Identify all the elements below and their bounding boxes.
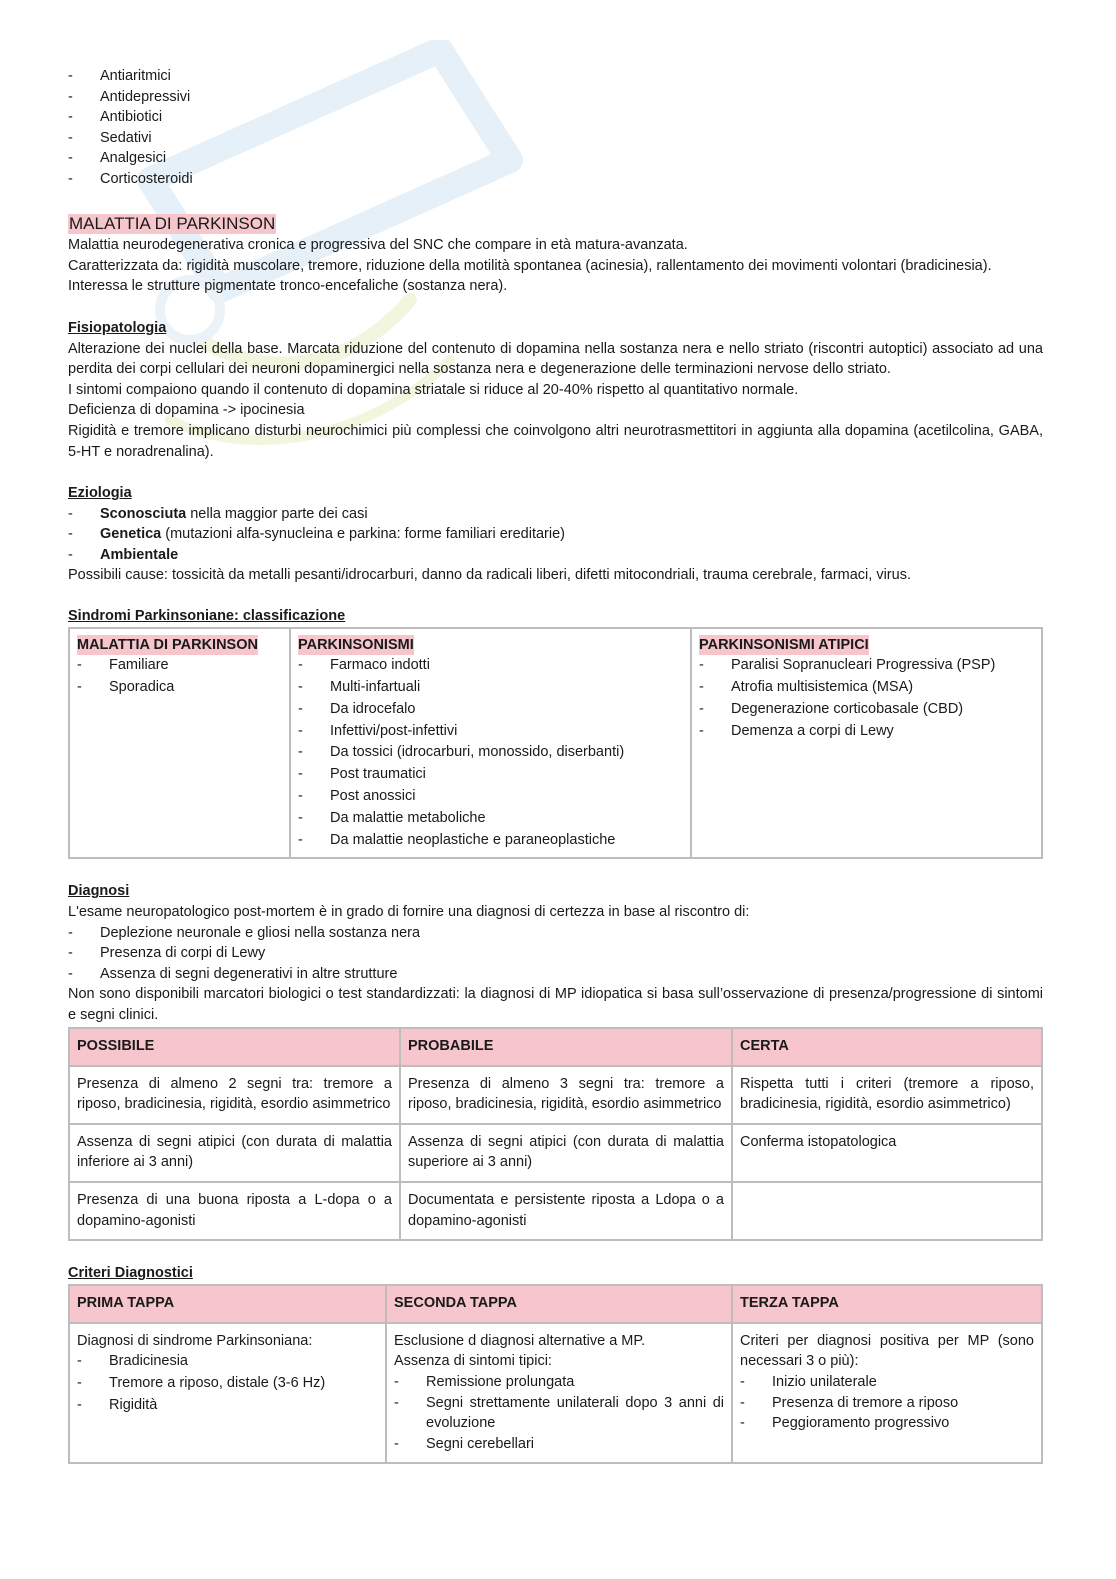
list-item: - Da idrocefalo bbox=[298, 699, 684, 721]
list-item: - Da malattie metaboliche bbox=[298, 808, 684, 830]
list-item: - Ambientale bbox=[68, 545, 1043, 566]
list-item: - Presenza di corpi di Lewy bbox=[68, 943, 1043, 964]
document-page bbox=[68, 66, 1043, 1464]
list-item: - Peggioramento progressivo bbox=[740, 1413, 1034, 1434]
table-cell bbox=[69, 1323, 386, 1464]
column-header: PROBABILE bbox=[400, 1028, 732, 1066]
column-title: PARKINSONISMI bbox=[298, 635, 414, 656]
table-cell: Presenza di almeno 3 segni tra: tremore a riposo, bradicinesia, rigidità, esordio asimmetrico bbox=[400, 1066, 732, 1124]
list bbox=[77, 655, 283, 699]
list-item: - Inizio unilaterale bbox=[740, 1372, 1034, 1393]
list-item: - Sconosciuta nella maggior parte dei casi bbox=[68, 504, 1043, 525]
list-item: - Sporadica bbox=[77, 677, 283, 699]
list-item: - Demenza a corpi di Lewy bbox=[699, 721, 1035, 743]
list-item: - Paralisi Sopranucleari Progressiva (PSP) bbox=[699, 655, 1035, 677]
intro-paragraph: Caratterizzata da: rigidità muscolare, tremore, riduzione della motilità spontanea (acinesia), rallentamento dei movimenti volontari (bradicinesia). bbox=[68, 257, 992, 274]
list-item: - Genetica (mutazioni alfa-synucleina e parkina: forme familiari ereditarie) bbox=[68, 524, 1043, 545]
list-item: - Tremore a riposo, distale (3-6 Hz) bbox=[77, 1373, 378, 1395]
table-row bbox=[69, 1124, 1042, 1182]
heading-classificazione: Sindromi Parkinsoniane: classificazione bbox=[68, 608, 346, 625]
list-item: - Antidepressivi bbox=[68, 87, 1043, 108]
paragraph: I sintomi compaiono quando il contenuto di dopamina striatale si riduce al 20-40% rispetto al quantitativo normale. bbox=[68, 381, 799, 398]
list bbox=[740, 1372, 1034, 1434]
list-item: - Assenza di segni degenerativi in altre strutture bbox=[68, 964, 1043, 985]
list-item: - Antiaritmici bbox=[68, 66, 1043, 87]
table-cell: Rispetta tutti i criteri (tremore a riposo, bradicinesia, rigidità, esordio asimmetrico) bbox=[732, 1066, 1042, 1124]
table-cell bbox=[691, 628, 1042, 859]
list-item: - Infettivi/post-infettivi bbox=[298, 721, 684, 743]
table-cell: Assenza di segni atipici (con durata di malattia superiore ai 3 anni) bbox=[400, 1124, 732, 1182]
cell-intro: Esclusione d diagnosi alternative a MP. bbox=[394, 1332, 646, 1349]
intro-paragraph: Interessa le strutture pigmentate tronco-encefaliche (sostanza nera). bbox=[68, 278, 508, 295]
table-cell bbox=[732, 1182, 1042, 1240]
list-item: - Da tossici (idrocarburi, monossido, diserbanti) bbox=[298, 742, 684, 764]
paragraph: Rigidità e tremore implicano disturbi neurochimici più complessi che coinvolgono altri neurotrasmettitori in aggiunta alla dopamina (acetilcolina, GABA, 5-HT e noradrenalina). bbox=[68, 422, 1043, 460]
list-item: - Corticosteroidi bbox=[68, 169, 1043, 190]
table-cell: Assenza di segni atipici (con durata di malattia inferiore ai 3 anni) bbox=[69, 1124, 400, 1182]
cell-intro: Criteri per diagnosi positiva per MP (sono necessari 3 o più): bbox=[740, 1332, 1034, 1370]
eziologia-list bbox=[68, 504, 1043, 566]
paragraph: Deficienza di dopamina -> ipocinesia bbox=[68, 402, 305, 419]
heading-criteri: Criteri Diagnostici bbox=[68, 1265, 193, 1282]
list-item: - Sedativi bbox=[68, 128, 1043, 149]
paragraph: Possibili cause: tossicità da metalli pesanti/idrocarburi, danno da radicali liberi, difetti mitocondriali, trauma cerebrale, farmaci, virus. bbox=[68, 567, 911, 584]
list bbox=[298, 655, 684, 851]
paragraph: L'esame neuropatologico post-mortem è in grado di fornire una diagnosi di certezza in base al riscontro di: bbox=[68, 904, 750, 921]
list-item: - Da malattie neoplastiche e paraneoplastiche bbox=[298, 830, 684, 852]
section-title: MALATTIA DI PARKINSON bbox=[69, 213, 276, 233]
heading-diagnosi: Diagnosi bbox=[68, 883, 130, 900]
list-item: - Segni strettamente unilaterali dopo 3 anni di evoluzione bbox=[394, 1393, 724, 1434]
list-item: - Antibiotici bbox=[68, 107, 1043, 128]
list-item: - Bradicinesia bbox=[77, 1351, 378, 1373]
column-header: POSSIBILE bbox=[69, 1028, 400, 1066]
intro-paragraph: Malattia neurodegenerativa cronica e progressiva del SNC che compare in età matura-avanzata. bbox=[68, 237, 688, 254]
list-item: - Analgesici bbox=[68, 148, 1043, 169]
classification-table bbox=[68, 627, 1043, 860]
criteri-table bbox=[68, 1284, 1043, 1465]
list-item: - Segni cerebellari bbox=[394, 1434, 724, 1455]
column-title: MALATTIA DI PARKINSON bbox=[77, 635, 258, 656]
list-item: - Degenerazione corticobasale (CBD) bbox=[699, 699, 1035, 721]
heading-fisiopatologia: Fisiopatologia bbox=[68, 319, 167, 336]
table-cell bbox=[290, 628, 691, 859]
list-item: - Multi-infartuali bbox=[298, 677, 684, 699]
table-cell bbox=[386, 1323, 732, 1464]
table-cell: Documentata e persistente riposta a Ldopa o a dopamino-agonisti bbox=[400, 1182, 732, 1240]
diagnosi-table bbox=[68, 1027, 1043, 1242]
list-item: - Deplezione neuronale e gliosi nella sostanza nera bbox=[68, 923, 1043, 944]
list bbox=[699, 655, 1035, 742]
diagnosi-list bbox=[68, 923, 1043, 985]
table-cell: Presenza di una buona riposta a L-dopa o a dopamino-agonisti bbox=[69, 1182, 400, 1240]
cell-intro: Assenza di sintomi tipici: bbox=[394, 1353, 552, 1370]
list-item: - Post traumatici bbox=[298, 764, 684, 786]
column-header: CERTA bbox=[732, 1028, 1042, 1066]
list bbox=[394, 1372, 724, 1454]
table-cell: Conferma istopatologica bbox=[732, 1124, 1042, 1182]
heading-eziologia: Eziologia bbox=[68, 485, 132, 502]
list-item: - Farmaco indotti bbox=[298, 655, 684, 677]
column-title: PARKINSONISMI ATIPICI bbox=[699, 635, 869, 656]
table-row bbox=[69, 1323, 1042, 1464]
list-item: - Atrofia multisistemica (MSA) bbox=[699, 677, 1035, 699]
list-item: - Presenza di tremore a riposo bbox=[740, 1393, 1034, 1414]
list-item: - Rigidità bbox=[77, 1395, 378, 1417]
paragraph: Non sono disponibili marcatori biologici o test standardizzati: la diagnosi di MP idiopatica si basa sull’osservazione di presenza/progressione di sintomi e segni clinici. bbox=[68, 986, 1043, 1023]
table-cell bbox=[69, 628, 290, 859]
table-cell bbox=[732, 1323, 1042, 1464]
list-item: - Familiare bbox=[77, 655, 283, 677]
table-cell: Presenza di almeno 2 segni tra: tremore a riposo, bradicinesia, rigidità, esordio asimmetrico bbox=[69, 1066, 400, 1124]
paragraph: Alterazione dei nuclei della base. Marcata riduzione del contenuto di dopamina nella sostanza nera e nello striato (riscontri autoptici) associato ad una perdita dei corpi cellulari dei neuroni dopaminergici nella sostanza nera e degenerazione delle terminazioni nervose dello striato. bbox=[68, 340, 1043, 378]
list bbox=[77, 1351, 378, 1416]
list-item: - Post anossici bbox=[298, 786, 684, 808]
cell-intro: Diagnosi di sindrome Parkinsoniana: bbox=[77, 1332, 313, 1349]
column-header: TERZA TAPPA bbox=[732, 1285, 1042, 1323]
drug-list bbox=[68, 66, 1043, 190]
table-row bbox=[69, 1066, 1042, 1124]
column-header: PRIMA TAPPA bbox=[69, 1285, 386, 1323]
table-row bbox=[69, 1182, 1042, 1240]
column-header: SECONDA TAPPA bbox=[386, 1285, 732, 1323]
list-item: - Remissione prolungata bbox=[394, 1372, 724, 1393]
